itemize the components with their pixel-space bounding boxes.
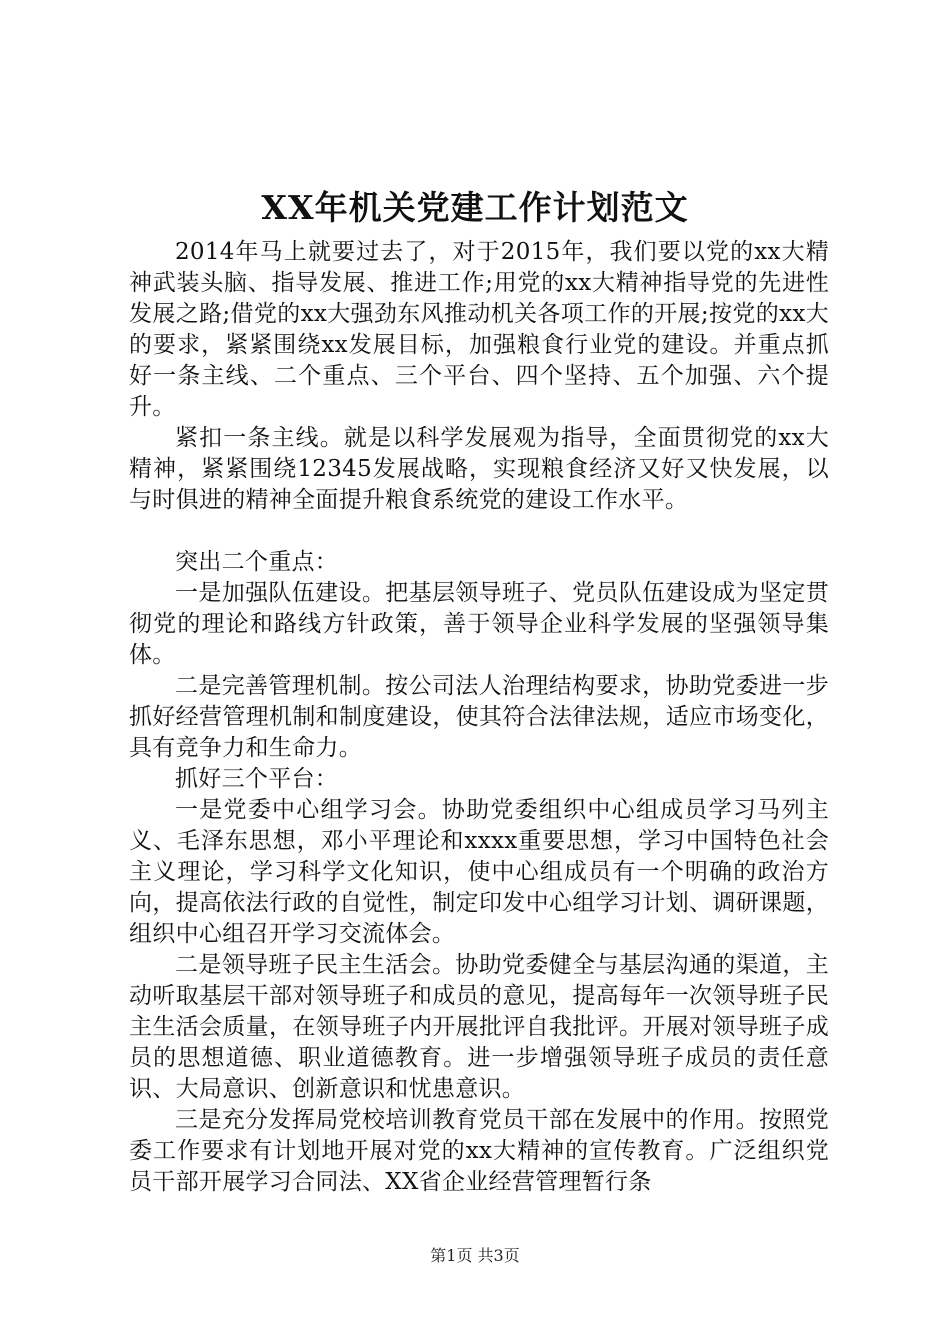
paragraph-three-platforms-heading: 抓好三个平台： [175,766,339,792]
paragraph-focus-one: 一是加强队伍建设。把基层领导班子、党员队伍建设成为坚定贯彻党的理论和路线方针政策，善于领导企业科学发展的坚强领导集体。 [129,580,829,668]
document-title: XX年机关党建工作计划范文 [261,188,689,227]
paragraph-platform-two: 二是领导班子民主生活会。协助党委健全与基层沟通的渠道，主动听取基层干部对领导班子和成员的意见，提高每年一次领导班子民主生活会质量，在领导班子内开展批评自我批评。开展对领导班子成员的思想道德、职业道德教育。进一步增强领导班子成员的责任意识、大局意识、创新意识和忧患意识。 [129,952,829,1102]
paragraph-two-focus-heading: 突出二个重点： [175,549,339,575]
page-number-footer: 第1页 共3页 [430,1246,520,1265]
document-body [129,237,829,1198]
paragraph-focus-two: 二是完善管理机制。按公司法人治理结构要求，协助党委进一步抓好经营管理机制和制度建设，使其符合法律法规，适应市场变化，具有竞争力和生命力。 [129,673,829,761]
paragraph-intro: 2014年马上就要过去了，对于2015年，我们要以党的xx大精神武装头脑、指导发展、推进工作;用党的xx大精神指导党的先进性发展之路;借党的xx大强劲东风推动机关各项工作的开展;按党的xx大的要求，紧紧围绕xx发展目标，加强粮食行业党的建设。并重点抓好一条主线、二个重点、三个平台、四个坚持、五个加强、六个提升。 [129,239,829,420]
paragraph-main-line: 紧扣一条主线。就是以科学发展观为指导，全面贯彻党的xx大精神，紧紧围绕12345发展战略，实现粮食经济又好又快发展，以与时俱进的精神全面提升粮食系统党的建设工作水平。 [129,425,829,513]
paragraph-platform-three: 三是充分发挥局党校培训教育党员干部在发展中的作用。按照党委工作要求有计划地开展对党的xx大精神的宣传教育。广泛组织党员干部开展学习合同法、XX省企业经营管理暂行条 [129,1107,829,1195]
paragraph-platform-one: 一是党委中心组学习会。协助党委组织中心组成员学习马列主义、毛泽东思想，邓小平理论和xxxx重要思想，学习中国特色社会主义理论，学习科学文化知识，使中心组成员有一个明确的政治方向，提高依法行政的自觉性，制定印发中心组学习计划、调研课题，组织中心组召开学习交流体会。 [129,797,829,947]
